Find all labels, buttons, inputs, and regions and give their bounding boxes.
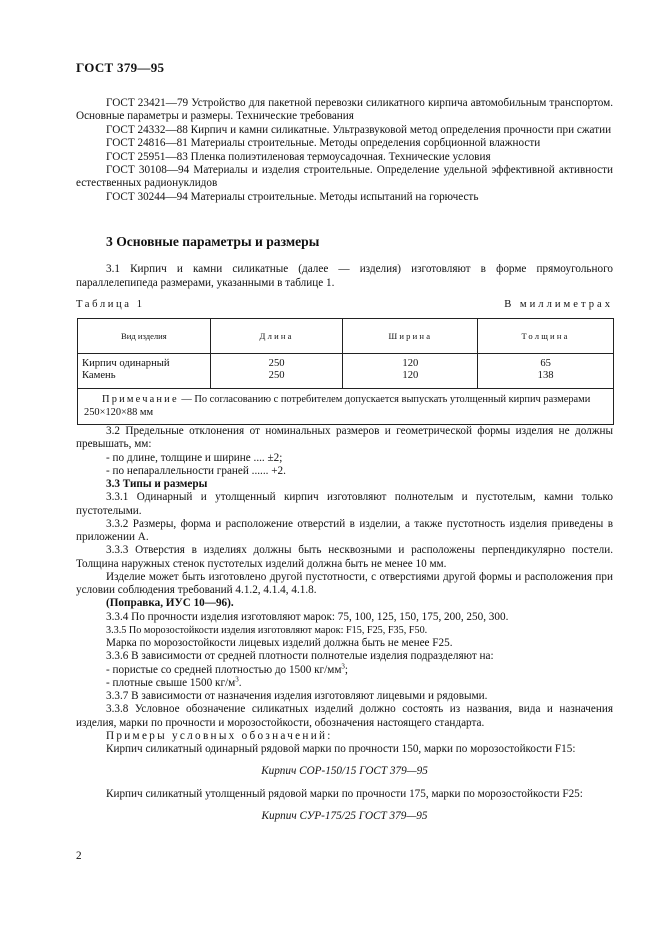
example-designation: Кирпич СУР-175/25 ГОСТ 379—95 — [261, 809, 428, 822]
table-caption: Таблица 1 — [76, 299, 145, 310]
cell-value: 120 — [402, 369, 419, 381]
text: - плотные свыше 1500 кг/м — [106, 676, 236, 689]
table-note-row — [78, 389, 614, 425]
paragraph: Изделие может быть изготовлено другой пустотности, с отверстиями другой формы и расположения при условии соблюдения требований 4.1.2, 4.1.4, 4.1.8. — [76, 570, 613, 596]
clause-3-3-6: 3.3.6 В зависимости от средней плотности полнотелые изделия подразделяют на: — [106, 650, 494, 663]
text: . — [238, 676, 242, 689]
example-designation: Кирпич СОР-150/15 ГОСТ 379—95 — [261, 765, 428, 778]
list-item — [76, 661, 613, 677]
cell-value: 250 — [268, 369, 285, 381]
cell-value: Камень — [82, 369, 116, 381]
example-text: Кирпич силикатный утолщенный рядовой марки по прочности 175, марки по морозостойкости F25: — [106, 787, 583, 800]
cell-value: 65 — [540, 358, 551, 369]
table-units: В миллиметрах — [504, 299, 613, 310]
cell-value: 250 — [268, 358, 285, 369]
dimensions-table — [77, 318, 614, 425]
running-header: ГОСТ 379—95 — [76, 60, 165, 75]
superscript: 3 — [235, 675, 239, 684]
cell-type — [78, 354, 211, 389]
reference-item: ГОСТ 23421—79 Устройство для пакетной перевозки силикатного кирпича автомобильным транспортом. Основные параметры и размеры. Технические требования — [76, 97, 613, 123]
cell-length — [210, 354, 343, 389]
clause-3-1 — [76, 262, 613, 290]
table-note — [78, 389, 614, 425]
reference-item: ГОСТ 30108—94 Материалы и изделия строительные. Определение удельной эффективной активности естественных радионуклидов — [76, 164, 613, 190]
paragraph: 3.1 Кирпич и камни силикатные (далее — изделия) изготовляют в форме прямоугольного параллелепипеда размерами, указанными в таблице 1. — [76, 263, 613, 289]
list-item: - по длине, толщине и ширине .... ±2; — [106, 451, 283, 464]
clause-3-3-5: 3.3.5 По морозостойкости изделия изготовляют марок: F15, F25, F35, F50. — [106, 624, 428, 636]
clause-3-3-8: 3.3.8 Условное обозначение силикатных изделий должно состоять из названия, вида и назначения изделия, марки по прочности и морозостойкости, обозначения настоящего стандарта. — [76, 703, 613, 729]
column-header-thickness: Толщина — [478, 319, 614, 354]
reference-item: ГОСТ 24332—88 Кирпич и камни силикатные. Ультразвуковой метод определения прочности при сжатии — [106, 123, 612, 136]
reference-item: ГОСТ 24816—81 Материалы строительные. Методы определения сорбционной влажности — [106, 137, 541, 150]
clause-3-3-2: 3.3.2 Размеры, форма и расположение отверстий в изделии, а также пустотность изделия приведены в приложении А. — [76, 517, 613, 543]
column-header-type: Вид изделия — [78, 319, 211, 354]
note-text: — По согласованию с потребителем допускается выпускать утолщенный кирпич размерами 250×120×88 мм — [84, 394, 591, 418]
column-header-width: Ширина — [343, 319, 478, 354]
clause-3-2: 3.2 Предельные отклонения от номинальных размеров и геометрической формы изделия не должны превышать, мм: — [76, 425, 613, 451]
reference-item: ГОСТ 25951—83 Пленка полиэтиленовая термоусадочная. Технические условия — [106, 150, 491, 163]
list-item — [76, 677, 613, 690]
text: - пористые со средней плотностью до 1500 кг/мм — [106, 663, 342, 676]
text: ; — [344, 663, 349, 676]
paragraph: Марка по морозостойкости лицевых изделий должна быть не менее F25. — [106, 637, 453, 649]
page-number: 2 — [76, 850, 82, 862]
section-title: 3 Основные параметры и размеры — [106, 234, 320, 249]
cell-value: 120 — [402, 358, 419, 369]
note-label: Примечание — [102, 394, 179, 405]
cell-width — [343, 354, 478, 389]
cell-thickness — [478, 354, 614, 389]
clause-3-3-7: 3.3.7 В зависимости от назначения изделия изготовляют лицевыми и рядовыми. — [106, 690, 488, 702]
subsection-title: 3.3 Типы и размеры — [106, 478, 208, 490]
examples-heading: Примеры условных обозначений: — [106, 729, 333, 742]
main-text — [76, 425, 613, 832]
table-header-row — [78, 319, 614, 354]
list-item: - по непараллельности граней ...... +2. — [106, 464, 286, 477]
superscript: 3 — [341, 661, 345, 670]
clause-3-3-1: 3.3.1 Одинарный и утолщенный кирпич изготовляют полнотелым и пустотелым, камни только пустотелыми. — [76, 491, 613, 517]
example-text: Кирпич силикатный одинарный рядовой марки по прочности 150, марки по морозостойкости F15: — [106, 743, 576, 755]
clause-3-3-4: 3.3.4 По прочности изделия изготовляют марок: 75, 100, 125, 150, 175, 200, 250, 300. — [106, 610, 509, 623]
cell-value: 138 — [537, 369, 554, 381]
column-header-length: Длина — [210, 319, 343, 354]
normative-references — [76, 97, 613, 204]
cell-value: Кирпич одинарный — [82, 358, 170, 369]
clause-3-3-3: 3.3.3 Отверстия в изделиях должны быть несквозными и расположены перпендикулярно постели. Толщина наружных стенок пустотелых изделий должна быть не менее 10 мм. — [76, 544, 613, 570]
table-row — [78, 354, 614, 389]
reference-item: ГОСТ 30244—94 Материалы строительные. Методы испытаний на горючесть — [106, 190, 479, 203]
amendment-note: (Поправка, ИУС 10—96). — [106, 597, 234, 610]
